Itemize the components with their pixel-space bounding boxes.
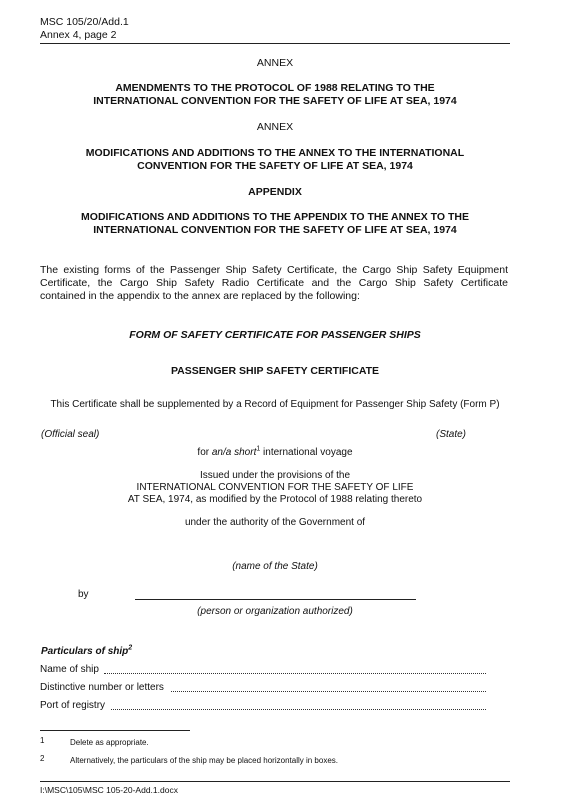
certificate-title: PASSENGER SHIP SAFETY CERTIFICATE [170, 365, 380, 377]
intro-line: The existing forms of the Passenger Ship Safety Certificate, the Cargo Ship Safety Equipment [40, 264, 508, 276]
authority-line: under the authority of the Government of [184, 517, 366, 528]
header-rule [40, 43, 510, 44]
footnote-mark: 2 [40, 754, 45, 763]
port-of-registry-label: Port of registry [40, 700, 106, 711]
issued-line-1: Issued under the provisions of the [199, 470, 351, 481]
by-label: by [78, 589, 89, 600]
modifications-title-line-2: CONVENTION FOR THE SAFETY OF LIFE AT SEA, 1974 [137, 160, 413, 172]
file-path: I:\MSC\105\MSC 105-20-Add.1.docx [40, 785, 178, 795]
page-reference: Annex 4, page 2 [40, 29, 117, 41]
doc-reference: MSC 105/20/Add.1 [40, 16, 129, 28]
particulars-heading [41, 646, 132, 657]
modifications-title-line-1: MODIFICATIONS AND ADDITIONS TO THE ANNEX TO THE INTERNATIONAL [85, 147, 465, 159]
footnote-mark: 1 [40, 736, 45, 745]
issued-line-2: INTERNATIONAL CONVENTION FOR THE SAFETY OF LIFE [136, 482, 414, 493]
appendix-heading: APPENDIX [248, 186, 302, 198]
intro-paragraph [40, 264, 508, 303]
voyage-line [40, 446, 510, 459]
name-of-state-caption: (name of the State) [232, 561, 318, 572]
form-title: FORM OF SAFETY CERTIFICATE FOR PASSENGER SHIPS [129, 329, 421, 341]
name-of-ship-label: Name of ship [40, 664, 99, 675]
footnote-ref-1: 1 [256, 445, 261, 453]
voyage-prefix: for [197, 447, 210, 458]
annex-heading: ANNEX [256, 57, 294, 69]
footer-rule [40, 781, 510, 782]
issued-line-3: AT SEA, 1974, as modified by the Protocol of 1988 relating thereto [127, 494, 423, 505]
footnote-text: Delete as appropriate. [70, 738, 149, 747]
distinctive-number-field [171, 691, 486, 692]
particulars-label: Particulars of ship [41, 646, 129, 657]
port-of-registry-field [111, 709, 486, 710]
voyage-suffix: international voyage [263, 447, 353, 458]
supplement-statement: This Certificate shall be supplemented by a Record of Equipment for Passenger Ship Safety (Form P) [50, 399, 500, 410]
name-of-ship-field [104, 673, 486, 674]
state-label: (State) [436, 429, 467, 440]
distinctive-number-label: Distinctive number or letters [40, 682, 164, 693]
appendix-title-line-2: INTERNATIONAL CONVENTION FOR THE SAFETY OF LIFE AT SEA, 1974 [93, 224, 457, 236]
voyage-type: an/a short [211, 447, 257, 458]
footnote-ref-2: 2 [128, 644, 133, 652]
intro-line: Certificate, the Cargo Ship Safety Radio Certificate and the Cargo Ship Safety Certificate [40, 277, 508, 289]
appendix-title-line-1: MODIFICATIONS AND ADDITIONS TO THE APPENDIX TO THE ANNEX TO THE [81, 211, 469, 223]
amendments-title-line-2: INTERNATIONAL CONVENTION FOR THE SAFETY OF LIFE AT SEA, 1974 [93, 95, 457, 107]
footnote-separator [40, 730, 190, 731]
amendments-title-line-1: AMENDMENTS TO THE PROTOCOL OF 1988 RELATING TO THE [115, 82, 435, 94]
person-org-caption: (person or organization authorized) [197, 606, 353, 617]
intro-line: contained in the appendix to the annex are replaced by the following: [40, 290, 360, 302]
footnote-text: Alternatively, the particulars of the ship may be placed horizontally in boxes. [70, 756, 338, 765]
annex-heading-2: ANNEX [256, 121, 294, 133]
official-seal-label: (Official seal) [41, 429, 100, 440]
authorized-signature-line [135, 599, 416, 600]
